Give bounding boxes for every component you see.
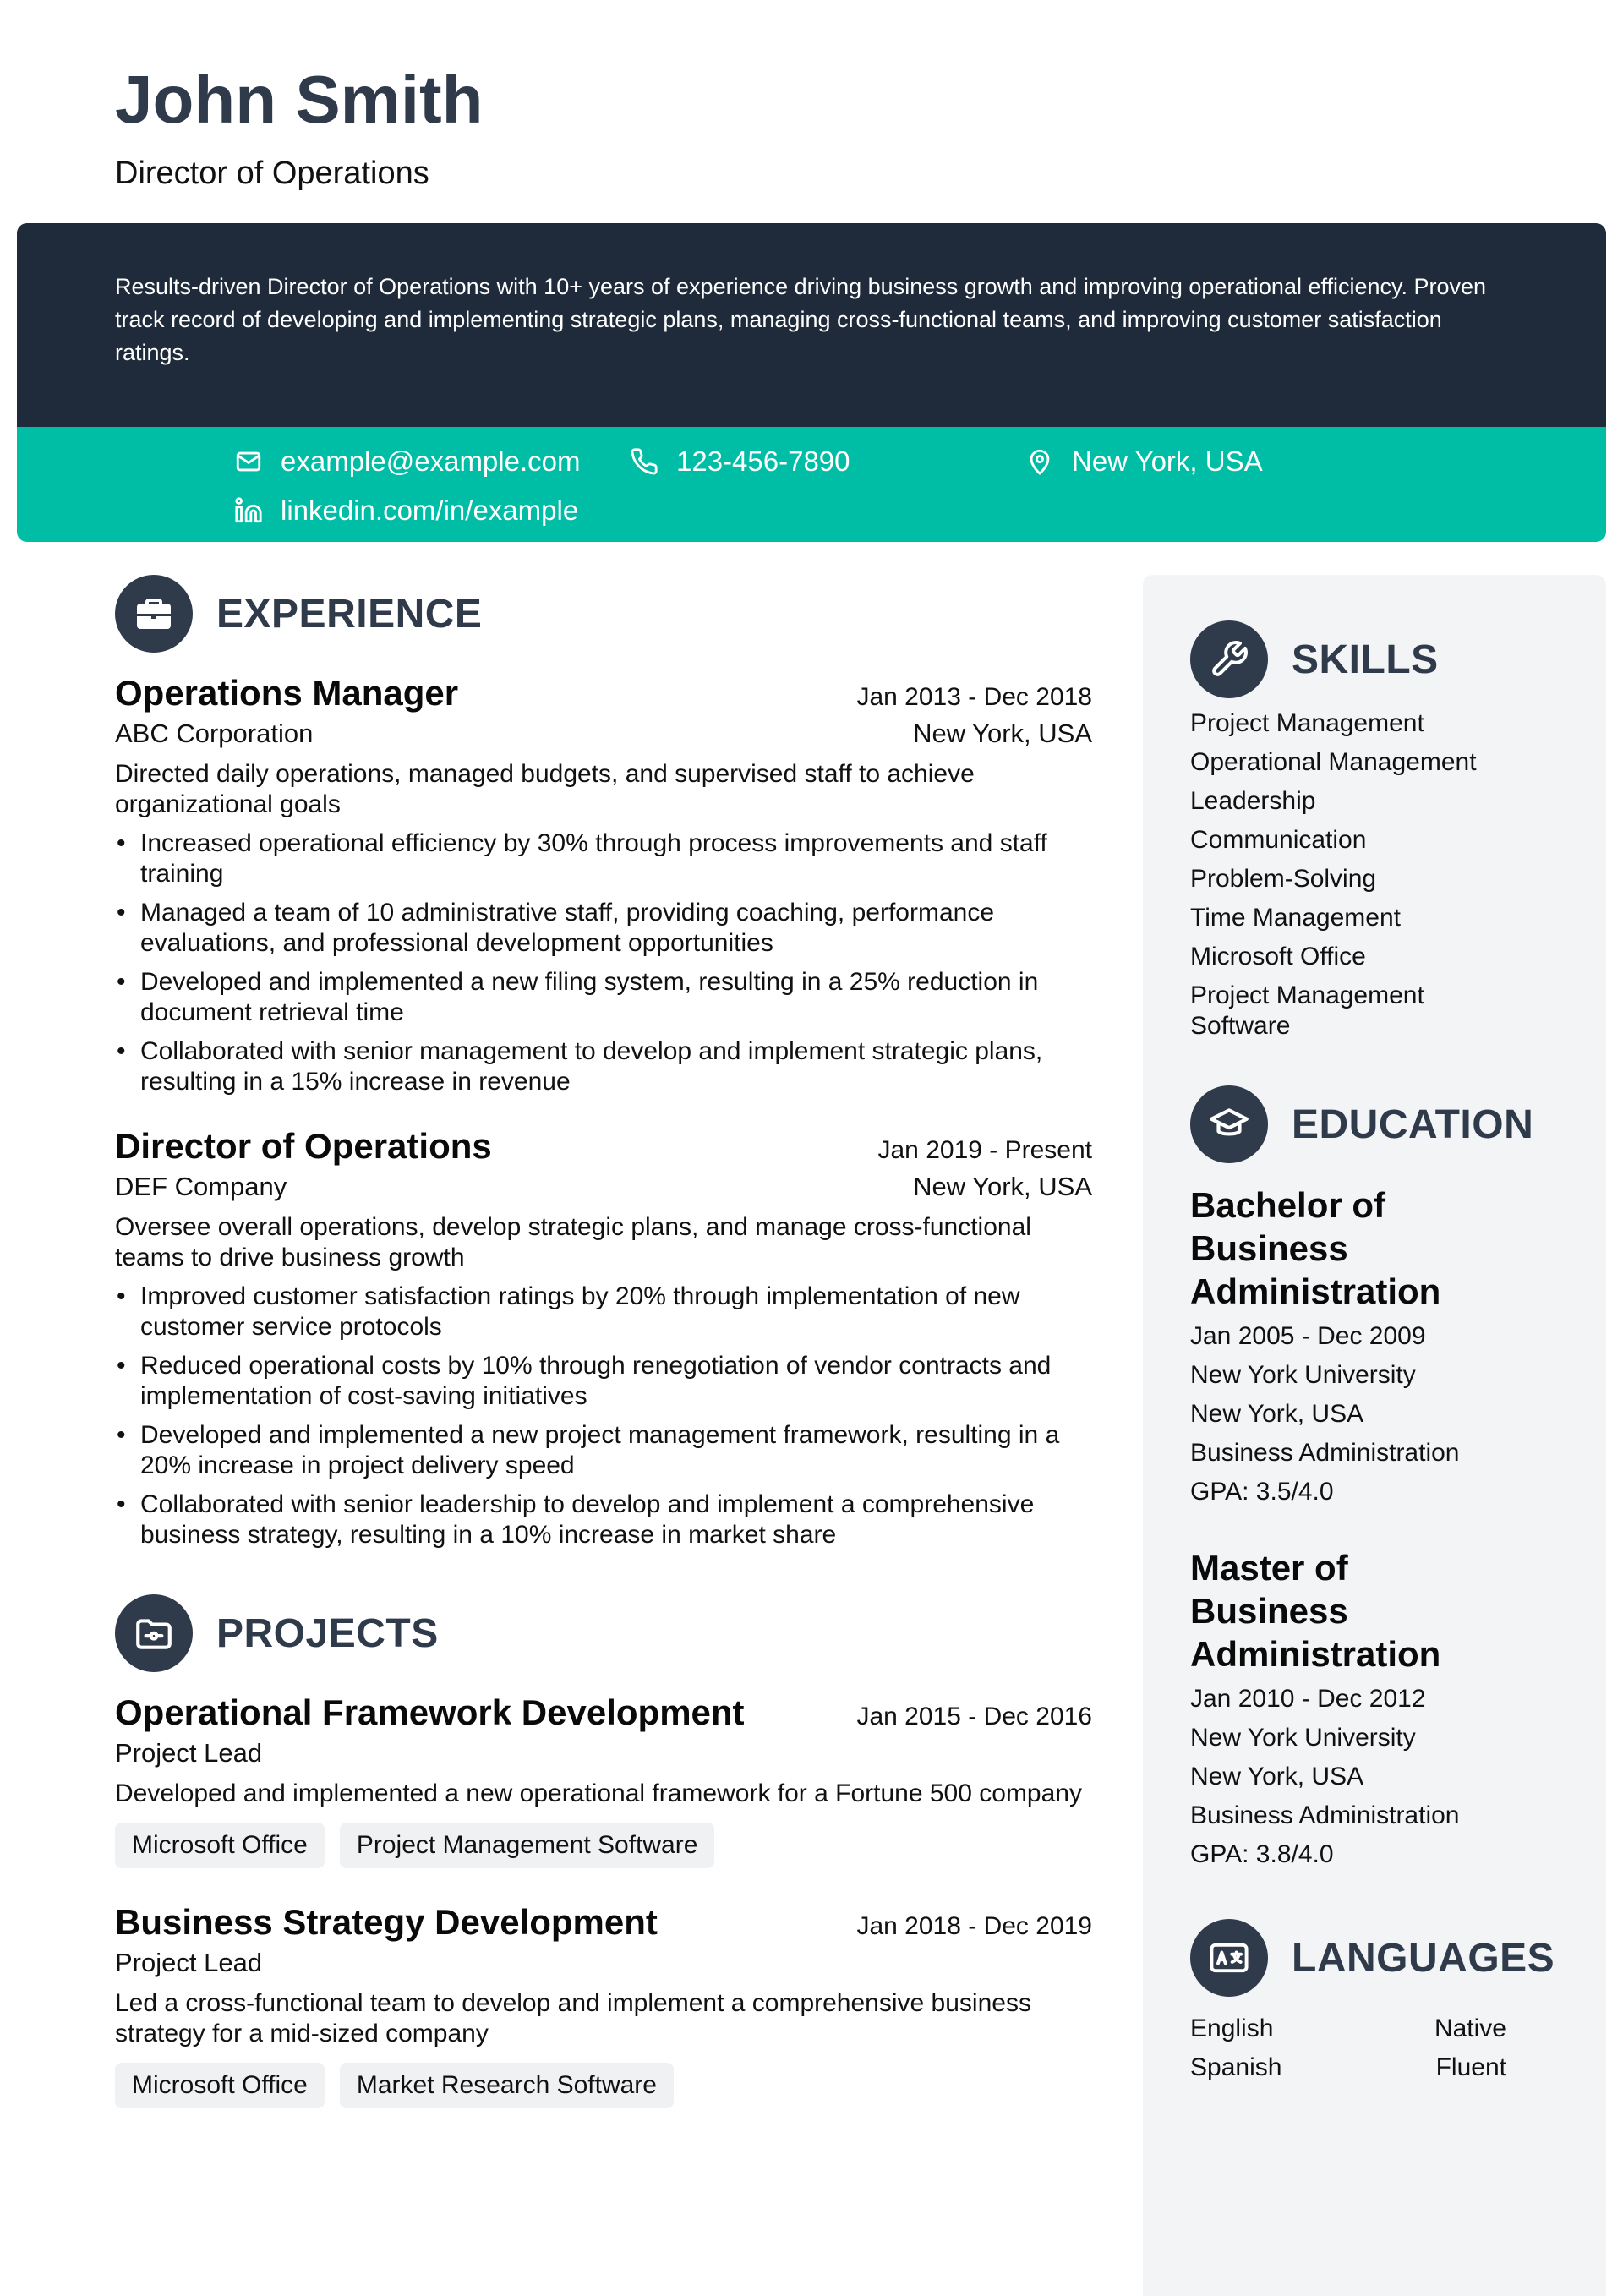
summary-text: Results-driven Director of Operations with 10+ years of experience driving business growth and improving operational efficiency. Proven track record of developing and implementing strategic plans, managing cross-functional teams, and improving customer satisfaction ratings. (115, 274, 1487, 365)
education-gpa: GPA: 3.5/4.0 (1190, 1478, 1334, 1506)
experience-title: EXPERIENCE (216, 591, 483, 637)
contact-email[interactable] (233, 446, 580, 478)
phone-icon (629, 446, 659, 477)
job-entry (115, 1126, 1092, 1550)
language-level: Native (1434, 2014, 1506, 2042)
contact-linkedin-text[interactable]: linkedin.com/in/example (281, 495, 579, 526)
project-description: Developed and implemented a new operational framework for a Fortune 500 company (115, 1779, 1082, 1807)
project-dates: Jan 2015 - Dec 2016 (856, 1703, 1092, 1730)
languages-list (1190, 2014, 1606, 2083)
education-title: EDUCATION (1292, 1102, 1534, 1147)
job-bullet: • Collaborated with senior leadership to develop and implement a comprehensive business strategy, resulting in a 10% increase in market share (115, 1490, 1092, 1550)
project-description: Led a cross-functional team to develop and implement a comprehensive business strategy for a mid-sized company (115, 1989, 1031, 2047)
job-description: Oversee overall operations, develop strategic plans, and manage cross-functional teams to drive business growth (115, 1213, 1031, 1271)
job-bullet: • Managed a team of 10 administrative staff, providing coaching, performance evaluations, and professional development opportunities (115, 898, 1092, 959)
education-school: New York University (1190, 1361, 1416, 1389)
summary-panel (17, 223, 1606, 428)
skill-item: Microsoft Office (1190, 943, 1366, 970)
education-entry (1190, 1546, 1461, 1870)
graduation-cap-icon (1190, 1085, 1268, 1163)
wrench-icon (1190, 620, 1268, 698)
translate-icon (1190, 1919, 1268, 1997)
folder-icon (115, 1594, 193, 1672)
job-dates: Jan 2013 - Dec 2018 (856, 683, 1092, 711)
job-location: New York, USA (913, 1172, 1092, 1201)
job-dates: Jan 2019 - Present (877, 1136, 1092, 1164)
languages-title: LANGUAGES (1292, 1935, 1555, 1981)
job-bullet: • Reduced operational costs by 10% through renegotiation of vendor contracts and implementation of cost-saving initiatives (115, 1351, 1092, 1412)
skills-list (1190, 708, 1562, 1041)
project-tag: Market Research Software (340, 2063, 674, 2108)
job-bullet: • Developed and implemented a new filing system, resulting in a 25% reduction in document retrieval time (115, 967, 1092, 1028)
contact-linkedin[interactable] (233, 495, 578, 527)
linkedin-icon (233, 495, 264, 526)
language-name: Spanish (1190, 2053, 1282, 2081)
skill-item: Communication (1190, 826, 1367, 854)
language-row (1190, 2053, 1506, 2083)
skill-item: Project Management (1190, 709, 1424, 737)
education-gpa: GPA: 3.8/4.0 (1190, 1840, 1334, 1868)
project-title: Business Strategy Development (115, 1902, 658, 1942)
job-location: New York, USA (913, 719, 1092, 748)
education-dates: Jan 2005 - Dec 2009 (1190, 1322, 1426, 1350)
contact-phone[interactable] (629, 446, 850, 478)
language-level: Fluent (1435, 2053, 1506, 2081)
project-tag: Microsoft Office (115, 1823, 325, 1868)
project-entry (115, 1692, 1092, 1868)
project-tags (115, 1823, 1092, 1868)
project-entry (115, 1902, 1092, 2108)
contact-location (1025, 446, 1263, 478)
languages-heading (1190, 1917, 1606, 1998)
project-title: Operational Framework Development (115, 1692, 745, 1732)
briefcase-icon (115, 575, 193, 653)
skill-item: Operational Management (1190, 748, 1477, 776)
skills-title: SKILLS (1292, 637, 1439, 682)
candidate-title: Director of Operations (115, 156, 429, 191)
education-heading (1190, 1084, 1606, 1165)
resume-header (115, 62, 484, 192)
language-name: English (1190, 2014, 1274, 2042)
projects-heading (115, 1593, 1092, 1674)
job-title: Operations Manager (115, 673, 459, 713)
skill-item: Project Management Software (1190, 981, 1424, 1040)
project-role: Project Lead (115, 1948, 263, 1977)
contact-bar (17, 427, 1606, 542)
education-dates: Jan 2010 - Dec 2012 (1190, 1685, 1426, 1713)
contact-location-text: New York, USA (1072, 446, 1263, 477)
experience-heading (115, 573, 1092, 654)
project-role: Project Lead (115, 1738, 263, 1768)
education-field: Business Administration (1190, 1439, 1460, 1467)
sidebar (1143, 575, 1606, 2296)
job-bullet: • Collaborated with senior management to develop and implement strategic plans, resulting in a 15% increase in revenue (115, 1036, 1092, 1097)
skill-item: Problem-Solving (1190, 865, 1377, 893)
skill-item: Leadership (1190, 787, 1316, 815)
job-bullets (115, 828, 1092, 1097)
project-tags (115, 2063, 1092, 2108)
job-bullet: • Improved customer satisfaction ratings by 20% through implementation of new customer service protocols (115, 1282, 1092, 1342)
education-location: New York, USA (1190, 1400, 1364, 1428)
language-row (1190, 2014, 1506, 2044)
job-description: Directed daily operations, managed budgets, and supervised staff to achieve organizational goals (115, 760, 975, 818)
job-bullet: • Developed and implemented a new project management framework, resulting in a 20% increase in project delivery speed (115, 1420, 1092, 1481)
education-field: Business Administration (1190, 1801, 1460, 1829)
job-company: DEF Company (115, 1172, 287, 1201)
map-pin-icon (1025, 446, 1055, 477)
job-entry (115, 673, 1092, 1097)
degree-title: Bachelor of Business Administration (1190, 1185, 1441, 1311)
main-column (115, 573, 1092, 2108)
candidate-name: John Smith (115, 62, 484, 137)
skill-item: Time Management (1190, 904, 1401, 932)
education-entry (1190, 1184, 1461, 1507)
skills-heading (1190, 619, 1606, 700)
education-school: New York University (1190, 1724, 1416, 1752)
project-tag: Project Management Software (340, 1823, 715, 1868)
project-dates: Jan 2018 - Dec 2019 (856, 1912, 1092, 1940)
contact-phone-text: 123-456-7890 (676, 446, 850, 477)
project-tag: Microsoft Office (115, 2063, 325, 2108)
mail-icon (233, 446, 264, 477)
projects-title: PROJECTS (216, 1610, 439, 1656)
degree-title: Master of Business Administration (1190, 1548, 1441, 1674)
job-bullet: • Increased operational efficiency by 30% through process improvements and staff training (115, 828, 1092, 889)
job-bullets (115, 1282, 1092, 1550)
contact-email-text[interactable]: example@example.com (281, 446, 581, 477)
job-title: Director of Operations (115, 1126, 492, 1166)
job-company: ABC Corporation (115, 719, 314, 748)
education-location: New York, USA (1190, 1763, 1364, 1790)
